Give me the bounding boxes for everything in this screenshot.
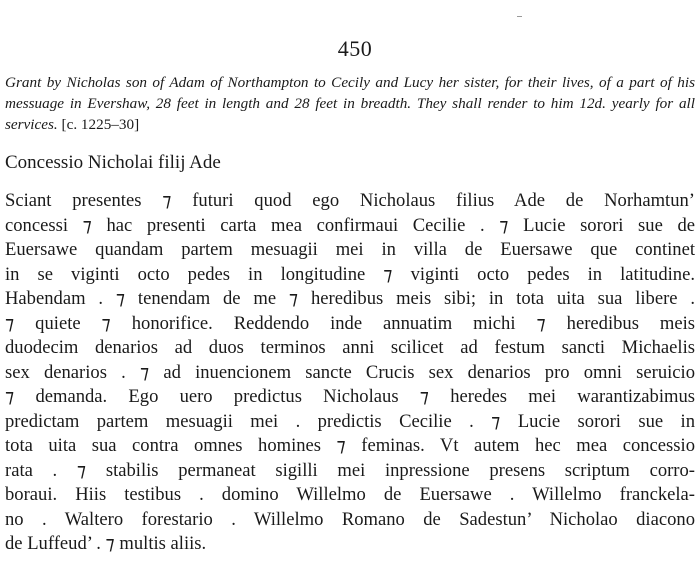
charter-line: ⁊ demanda. Ego uero predictus Nicholaus ⁊ heredes mei warantizabimus: [5, 386, 695, 407]
charter-line: tota uita sua contra omnes homines ⁊ feminas. Vt autem hec mea concessio: [5, 435, 695, 456]
summary-date: [c. 1225–30]: [61, 116, 140, 133]
charter-line: Euersawe quandam partem mesuagii mei in villa de Euersawe que continet: [5, 239, 695, 260]
charter-line: concessi ⁊ hac presenti carta mea confirmaui Cecilie . ⁊ Lucie sorori sue de: [5, 214, 695, 236]
charter-line: Habendam . ⁊ tenendam de me ⁊ heredibus meis sibi; in tota uita sua libere .: [5, 288, 695, 309]
charter-line: rata . ⁊ stabilis permaneat sigilli mei inpressione presens scriptum corro-: [5, 459, 695, 481]
page-speck: [517, 16, 522, 17]
charter-line: no . Waltero forestario . Willelmo Romano de Sadestun’ Nicholao diacono: [5, 508, 695, 530]
charter-line: in se viginti octo pedes in longitudine ⁊ viginti octo pedes in latitudine.: [5, 263, 695, 285]
summary-text: Grant by Nicholas son of Adam of Northampton to Cecily and Lucy her sister, for their lives, of a part of his messuage in Evershaw, 28 feet in length and 28 feet in breadth. They shall render to him 12d. yearly for all services.: [5, 74, 695, 133]
document-summary: [5, 72, 695, 135]
charter-line: Sciant presentes ⁊ futuri quod ego Nicholaus filius Ade de Norhamtun’: [5, 190, 695, 211]
document-number: 450: [337, 36, 373, 61]
charter-line: predictam partem mesuagii mei . predictis Cecilie . ⁊ Lucie sorori sue in: [5, 410, 695, 432]
charter-line: duodecim denarios ad duos terminos anni scilicet ad festum sancti Michaelis: [5, 337, 695, 358]
charter-line: de Luffeud’ . ⁊ multis aliis.: [5, 533, 207, 554]
charter-text: [5, 189, 695, 557]
charter-line: sex denarios . ⁊ ad inuencionem sancte Crucis sex denarios pro omni seruicio: [5, 361, 695, 383]
document-page: [5, 0, 695, 576]
charter-heading: Concessio Nicholai filij Ade: [5, 152, 221, 173]
charter-line: ⁊ quiete ⁊ honorifice. Reddendo inde annuatim michi ⁊ heredibus meis: [5, 312, 695, 334]
charter-line: boraui. Hiis testibus . domino Willelmo de Euersawe . Willelmo franckela-: [5, 484, 695, 505]
